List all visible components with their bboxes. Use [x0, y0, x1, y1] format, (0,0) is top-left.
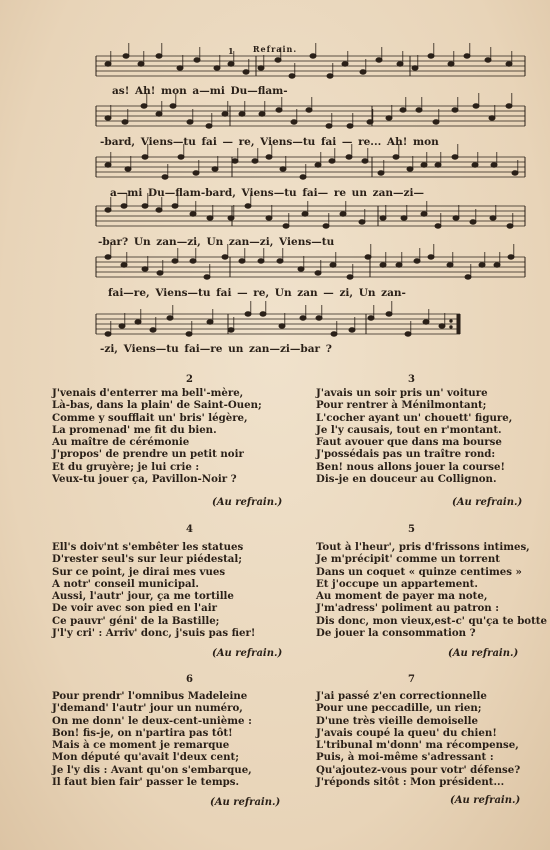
refrain-marker: (Au refrain.)	[452, 497, 523, 508]
note-head	[105, 163, 111, 167]
note-head	[380, 216, 386, 220]
note-head	[135, 320, 141, 324]
note-head	[507, 224, 513, 228]
note-head	[506, 104, 512, 108]
note-head	[346, 155, 352, 159]
note-head	[362, 159, 368, 163]
note-head	[232, 159, 238, 163]
note-head	[470, 220, 476, 224]
repeat-dot	[450, 320, 452, 322]
note-head	[190, 212, 196, 216]
lyric-line-1: as! Ah! mon a—mi Du—flam-	[112, 85, 288, 97]
note-head	[316, 316, 322, 320]
note-head	[331, 332, 337, 336]
note-head	[228, 328, 234, 332]
note-head	[315, 163, 321, 167]
note-head	[423, 320, 429, 324]
note-head	[186, 332, 192, 336]
note-head	[214, 66, 220, 70]
note-head	[512, 171, 518, 175]
note-head	[453, 216, 459, 220]
refrain-title: Refrain.	[252, 44, 298, 54]
note-head	[472, 163, 478, 167]
verse-text: J'ai passé z'en correctionnelle Pour une peccadille, un rien; D'une très vieille demoiselle J'avais coupé la queu' du chien! L'tribunal m'donn' ma récompense, Puis, à moi-même s'adressant : Qu'ajoutez-vous pour votr' défense? J'réponds sitôt : Mon président...	[316, 690, 521, 789]
note-head	[283, 224, 289, 228]
note-head	[447, 263, 453, 267]
note-head	[386, 116, 392, 120]
verse-text: J'venais d'enterrer ma bell'-mère, Là-bas, dans la plain' de Saint-Ouen; Comme y soufflait un' bris' légère, La promenad' me fit du bien. Au maître de cérémonie J'propos' de prendre un petit noir Et du gruyère; je lui crie : Veux-tu jouer ça, Pavillon-Noir ?	[52, 387, 262, 486]
note-head	[490, 216, 496, 220]
note-head	[228, 62, 234, 66]
note-head	[323, 224, 329, 228]
note-head	[396, 263, 402, 267]
note-head	[150, 328, 156, 332]
refrain-marker: (Au refrain.)	[212, 497, 283, 508]
note-head	[465, 275, 471, 279]
note-head	[172, 204, 178, 208]
note-head	[491, 163, 497, 167]
note-head	[347, 124, 353, 128]
note-head	[326, 124, 332, 128]
refrain-marker: (Au refrain.)	[448, 648, 519, 659]
note-head	[172, 259, 178, 263]
note-head	[329, 159, 335, 163]
note-head	[289, 74, 295, 78]
note-head	[489, 116, 495, 120]
note-head	[416, 108, 422, 112]
note-head	[302, 212, 308, 216]
note-head	[142, 155, 148, 159]
note-head	[157, 271, 163, 275]
note-head	[485, 58, 491, 62]
lyric-line-4: -bar? Un zan—zi, Un zan—zi, Viens—tu	[98, 236, 335, 248]
note-head	[177, 66, 183, 70]
note-head	[122, 120, 128, 124]
verse-text: Tout à l'heur', pris d'frissons intimes, Je m'précipit' comme un torrent Dans un coquet « quinze centimes » Et j'occupe un appartement. Au moment de payer ma note, J'm'adress' poliment au patron : Dis donc, mon vieux,est-c' qu'ça te botte De jouer la consommation ?	[316, 541, 547, 640]
note-head	[386, 312, 392, 316]
refrain-marker: (Au refrain.)	[450, 795, 521, 806]
note-head	[276, 108, 282, 112]
refrain-marker: (Au refrain.)	[210, 797, 281, 808]
note-head	[494, 263, 500, 267]
note-head	[367, 120, 373, 124]
verse-text: Pour prendr' l'omnibus Madeleine J'demand' l'autr' jour un numéro, On me donn' le deux-cent-unième : Bon! fis-je, on n'partira pas tôt! Mais à ce moment je remarque Mon député qu'avait l'deux cent; Je l'y dis : Avant qu'on s'embarque, Il faut bien fair' passer le temps.	[52, 690, 252, 789]
verse-number: 3	[408, 374, 415, 385]
note-head	[156, 208, 162, 212]
note-head	[125, 167, 131, 171]
verse-text: J'avais un soir pris un' voiture Pour rentrer à Ménilmontant; L'cocher ayant un' chouett' figure, Je l'y causais, tout en r'montant. Faut avouer que dans ma bourse J'possédais pas un traître rond: Ben! nous allons jouer la course! Dis-je en douceur au Collignon.	[316, 387, 513, 486]
note-head	[170, 104, 176, 108]
note-head	[359, 220, 365, 224]
note-head	[204, 275, 210, 279]
note-head	[428, 255, 434, 259]
note-head	[207, 216, 213, 220]
note-head	[421, 163, 427, 167]
note-head	[376, 58, 382, 62]
note-head	[306, 108, 312, 112]
lyric-line-5: fai—re, Viens—tu fai — re, Un zan — zi, Un zan-	[108, 287, 406, 299]
note-head	[162, 175, 168, 179]
note-head	[193, 171, 199, 175]
note-head	[259, 112, 265, 116]
note-head	[105, 62, 111, 66]
verse-number: 5	[408, 524, 415, 535]
note-head	[448, 62, 454, 66]
note-head	[433, 120, 439, 124]
note-head	[452, 155, 458, 159]
verse-number: 4	[186, 524, 193, 535]
note-head	[105, 255, 111, 259]
lyric-line-2: -bard, Viens—tu fai — re, Viens—tu fai — re... Ah! mon	[100, 136, 439, 148]
note-head	[141, 104, 147, 108]
note-head	[260, 312, 266, 316]
note-head	[212, 167, 218, 171]
note-head	[222, 112, 228, 116]
note-head	[360, 70, 366, 74]
note-head	[310, 54, 316, 58]
verse-number: 2	[186, 374, 193, 385]
note-head	[407, 167, 413, 171]
note-head	[340, 212, 346, 216]
note-head	[142, 204, 148, 208]
note-head	[105, 116, 111, 120]
note-head	[393, 155, 399, 159]
note-head	[349, 328, 355, 332]
note-head	[330, 263, 336, 267]
note-head	[121, 263, 127, 267]
note-head	[252, 159, 258, 163]
note-head	[142, 267, 148, 271]
note-head	[347, 275, 353, 279]
note-head	[156, 54, 162, 58]
note-head	[280, 167, 286, 171]
note-head	[178, 155, 184, 159]
note-head	[206, 124, 212, 128]
note-head	[400, 108, 406, 112]
note-head	[239, 259, 245, 263]
note-head	[298, 267, 304, 271]
note-head	[167, 316, 173, 320]
note-head	[397, 62, 403, 66]
lyric-line-3: a—mi Du—flam-bard, Viens—tu fai— re un zan—zi—	[110, 187, 424, 199]
note-head	[414, 259, 420, 263]
note-head	[439, 324, 445, 328]
note-head	[479, 263, 485, 267]
note-head	[452, 108, 458, 112]
note-head	[508, 255, 514, 259]
note-head	[435, 163, 441, 167]
note-head	[266, 155, 272, 159]
note-head	[277, 259, 283, 263]
verse-number: 7	[408, 674, 415, 685]
note-head	[245, 204, 251, 208]
note-head	[412, 66, 418, 70]
note-head	[187, 120, 193, 124]
section-number: 1	[228, 46, 234, 56]
note-head	[300, 175, 306, 179]
note-head	[222, 255, 228, 259]
note-head	[380, 263, 386, 267]
note-head	[300, 316, 306, 320]
note-head	[275, 58, 281, 62]
verse-number: 6	[186, 674, 193, 685]
refrain-marker: (Au refrain.)	[212, 648, 283, 659]
note-head	[258, 66, 264, 70]
note-head	[119, 324, 125, 328]
note-head	[368, 316, 374, 320]
note-head	[156, 112, 162, 116]
note-head	[121, 204, 127, 208]
note-head	[473, 104, 479, 108]
lyric-line-6: -zi, Viens—tu fai—re un zan—zi—bar ?	[100, 343, 332, 355]
note-head	[421, 212, 427, 216]
note-head	[105, 208, 111, 212]
note-head	[194, 58, 200, 62]
note-head	[428, 54, 434, 58]
note-head	[291, 120, 297, 124]
note-head	[315, 271, 321, 275]
note-head	[279, 324, 285, 328]
note-head	[401, 216, 407, 220]
note-head	[123, 54, 129, 58]
note-head	[342, 62, 348, 66]
note-head	[105, 332, 111, 336]
verse-text: Ell's doiv'nt s'embêter les statues D'rester seul's sur leur piédestal; Sur ce point, je dirai mes vues A notr' conseil municipal. Aussi, l'autr' jour, ça me tortille De voir avec son pied en l'air Ce pauvr' géni' de la Bastille; J'l'y cri' : Arriv' donc, j'suis pas fier!	[52, 541, 256, 640]
note-head	[405, 332, 411, 336]
note-head	[266, 216, 272, 220]
note-head	[365, 255, 371, 259]
note-head	[207, 320, 213, 324]
repeat-dot	[450, 326, 452, 328]
note-head	[245, 312, 251, 316]
note-head	[435, 224, 441, 228]
note-head	[239, 112, 245, 116]
note-head	[228, 216, 234, 220]
note-head	[190, 259, 196, 263]
note-head	[243, 70, 249, 74]
note-head	[464, 54, 470, 58]
note-head	[378, 171, 384, 175]
note-head	[327, 74, 333, 78]
note-head	[506, 62, 512, 66]
note-head	[138, 62, 144, 66]
note-head	[258, 259, 264, 263]
